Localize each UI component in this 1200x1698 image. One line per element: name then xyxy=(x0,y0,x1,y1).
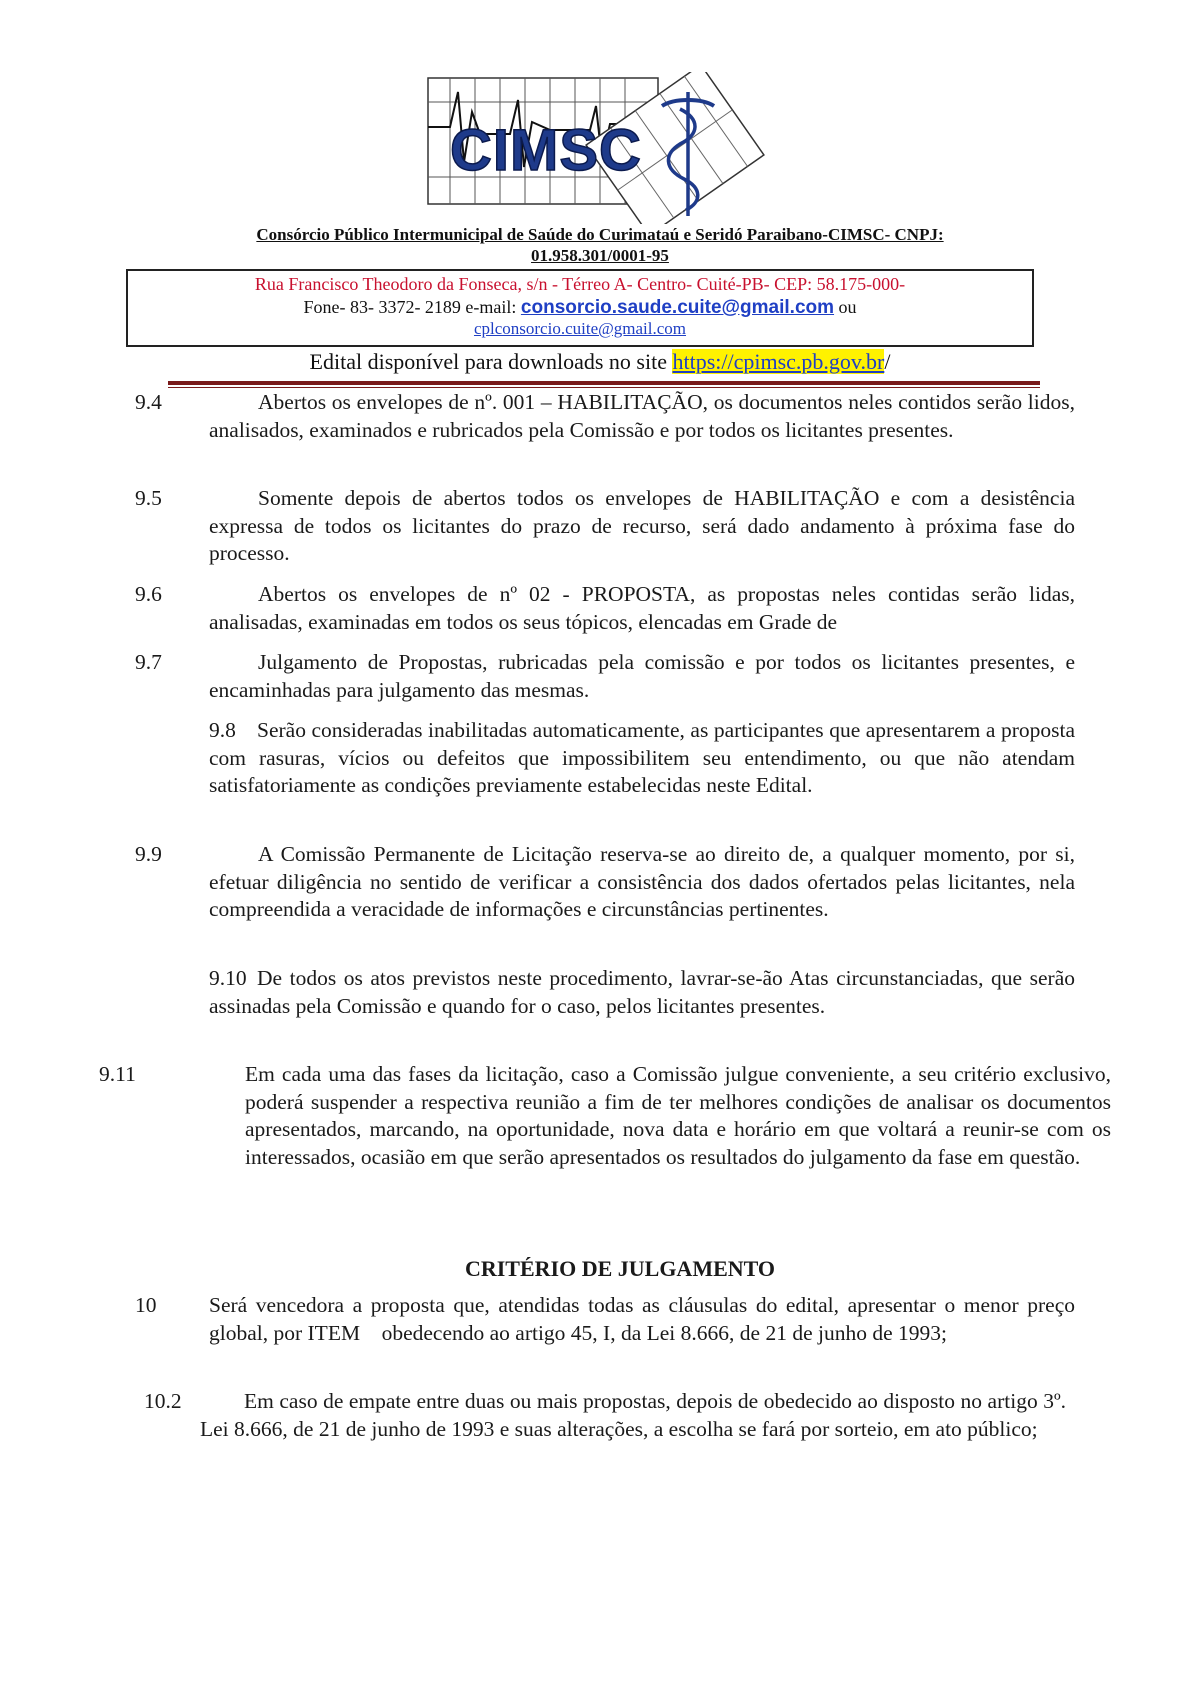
clause-number: 9.8 xyxy=(209,718,236,742)
clause-9-9 xyxy=(135,841,1075,924)
clause-9-4 xyxy=(135,389,1075,444)
or-text: ou xyxy=(838,297,857,317)
contact-line xyxy=(128,297,1032,319)
clause-text: Serão consideradas inabilitadas automaticamente, as participantes que apresentarem a proposta com rasuras, vícios ou defeitos que impossibilitem seu entendimento, ou que não atendam satisfatoriamente as condições previamente estabelecidas neste Edital. xyxy=(209,718,1075,797)
section-heading: CRITÉRIO DE JULGAMENTO xyxy=(464,1256,776,1281)
clause-text: De todos os atos previstos neste procedimento, lavrar-se-ão Atas circunstanciadas, que serão assinadas pela Comissão e quando for o caso, pelos licitantes presentes. xyxy=(209,966,1075,1018)
clause-number: 9.6 xyxy=(135,582,162,606)
clause-number: 10 xyxy=(135,1293,157,1317)
header-divider xyxy=(168,381,1040,385)
edital-download-line xyxy=(150,349,1050,375)
site-link[interactable]: https://cpimsc.pb.gov.br xyxy=(672,349,885,374)
criterion-10-2 xyxy=(144,1388,1066,1443)
clause-number: 9.4 xyxy=(135,390,162,414)
header-divider-thin xyxy=(168,387,1040,388)
clause-9-7 xyxy=(135,649,1075,704)
clause-9-10 xyxy=(172,965,1075,1020)
email-link-primary[interactable]: consorcio.saude.cuite@gmail.com xyxy=(520,297,835,318)
clause-text: Somente depois de abertos todos os envelopes de HABILITAÇÃO e com a desistência expressa de todos os licitantes do prazo de recurso, será dado andamento à próxima fase do processo. xyxy=(209,486,1075,565)
org-cnpj-line: 01.958.301/0001-95 xyxy=(531,246,669,265)
clause-text: Julgamento de Propostas, rubricadas pela comissão e por todos os licitantes presentes, e encaminhadas para julgamento das mesmas. xyxy=(209,650,1075,702)
svg-text:CIMSC: CIMSC xyxy=(450,118,642,183)
clause-number: 10.2 xyxy=(144,1389,182,1413)
clause-number: 9.7 xyxy=(135,650,162,674)
clause-number: 9.11 xyxy=(99,1062,136,1086)
clause-number: 9.5 xyxy=(135,486,162,510)
clause-number: 9.9 xyxy=(135,842,162,866)
org-name-line: Consórcio Público Intermunicipal de Saúde do Curimataú e Seridó Paraibano-CIMSC- CNPJ: xyxy=(256,225,944,244)
clause-text: Abertos os envelopes de nº 02 - PROPOSTA, as propostas neles contidas serão lidas, analisadas, examinadas em todos os seus tópicos, elencadas em Grade de xyxy=(209,582,1075,634)
email-link-secondary[interactable]: cplconsorcio.cuite@gmail.com xyxy=(473,319,687,338)
edital-text: Edital disponível para downloads no site xyxy=(309,349,667,374)
clause-text: Abertos os envelopes de nº. 001 – HABILITAÇÃO, os documentos neles contidos serão lidos, analisados, examinados e rubricados pela Comissão e por todos os licitantes presentes. xyxy=(209,390,1075,442)
phone-text: Fone- 83- 3372- 2189 e-mail: xyxy=(303,297,517,317)
site-link-suffix: / xyxy=(884,349,891,374)
clause-text: Em caso de empate entre duas ou mais propostas, depois de obedecido ao disposto no artigo 3º. Lei 8.666, de 21 de junho de 1993 e suas alterações, a escolha se fará por sorteio, em ato público; xyxy=(200,1389,1066,1441)
address-box xyxy=(126,269,1034,347)
criterion-10 xyxy=(135,1292,1081,1347)
clause-9-11 xyxy=(99,1061,1111,1171)
clause-text: Será vencedora a proposta que, atendidas todas as cláusulas do edital, apresentar o menor preço global, por ITEM obedecendo ao artigo 45, I, da Lei 8.666, de 21 de junho de 1993; xyxy=(209,1293,1081,1345)
clause-9-5 xyxy=(135,485,1075,568)
clause-text: Em cada uma das fases da licitação, caso a Comissão julgue conveniente, a seu critério exclusivo, poderá suspender a respectiva reunião a fim de ter melhores condições de analisar os documentos apresentados, marcando, na oportunidade, nova data e horário em que voltará a reunir-se com os interessados, ocasião em que serão apresentados os resultados do julgamento da fase em questão. xyxy=(245,1062,1111,1169)
address-line: Rua Francisco Theodoro da Fonseca, s/n - Térreo A- Centro- Cuité-PB- CEP: 58.175-000- xyxy=(254,274,906,294)
clause-9-6 xyxy=(135,581,1075,636)
clause-number: 9.10 xyxy=(209,966,247,990)
cimsc-logo xyxy=(420,72,790,224)
clause-9-8 xyxy=(172,717,1075,800)
clause-text: A Comissão Permanente de Licitação reserva-se ao direito de, a qualquer momento, por si, efetuar diligência no sentido de verificar a consistência dos dados ofertados pelas licitantes, nela compreendida a veracidade de informações e circunstâncias pertinentes. xyxy=(209,842,1075,921)
